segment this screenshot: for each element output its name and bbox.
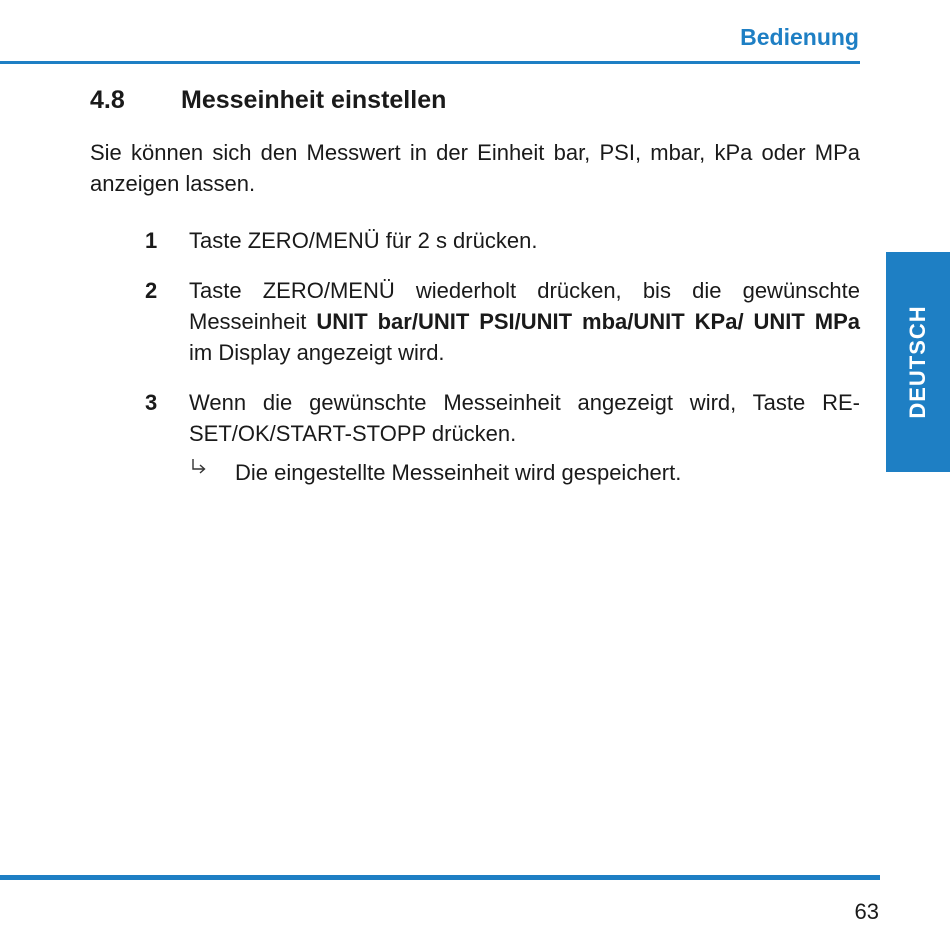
unit-options: UNIT bar/UNIT PSI/UNIT mba/UNIT KPa/ UNIT MPa <box>316 309 860 334</box>
step-item <box>145 387 860 488</box>
section-number: 4.8 <box>90 86 125 114</box>
result-arrow-icon <box>189 457 209 489</box>
intro-paragraph: Sie können sich den Messwert in der Einheit bar, PSI, mbar, kPa oder MPa anzeigen lassen. <box>90 140 860 196</box>
language-tab <box>886 252 950 472</box>
step-text <box>189 278 860 365</box>
section-heading <box>90 86 446 115</box>
step-number: 2 <box>145 278 158 303</box>
step-result <box>189 457 860 488</box>
language-tab-label: DEUTSCH <box>905 305 930 419</box>
running-header-title: Bedienung <box>740 24 859 50</box>
result-text: Die eingestellte Messeinheit wird gespeichert. <box>235 460 682 485</box>
section-title: Messeinheit einstellen <box>181 86 447 114</box>
step-list <box>145 225 860 488</box>
step-number: 1 <box>145 228 158 253</box>
footer-rule <box>0 875 880 880</box>
page-number: 63 <box>854 899 879 924</box>
step-text: Taste ZERO/MENÜ für 2 s drücken. <box>189 228 538 253</box>
header-rule <box>0 61 860 64</box>
step-item <box>145 275 860 368</box>
step-item <box>145 225 860 256</box>
step-text: Wenn die gewünschte Messeinheit angezeigt wird, Taste RE-SET/OK/START-STOPP drücken. <box>189 390 860 446</box>
step-text-lead: Taste ZERO/MENÜ wiederholt drücken, bis die gewünschte Messeinheit <box>189 278 860 334</box>
step-number: 3 <box>145 390 158 415</box>
step-text-tail: im Display angezeigt wird. <box>189 340 445 365</box>
